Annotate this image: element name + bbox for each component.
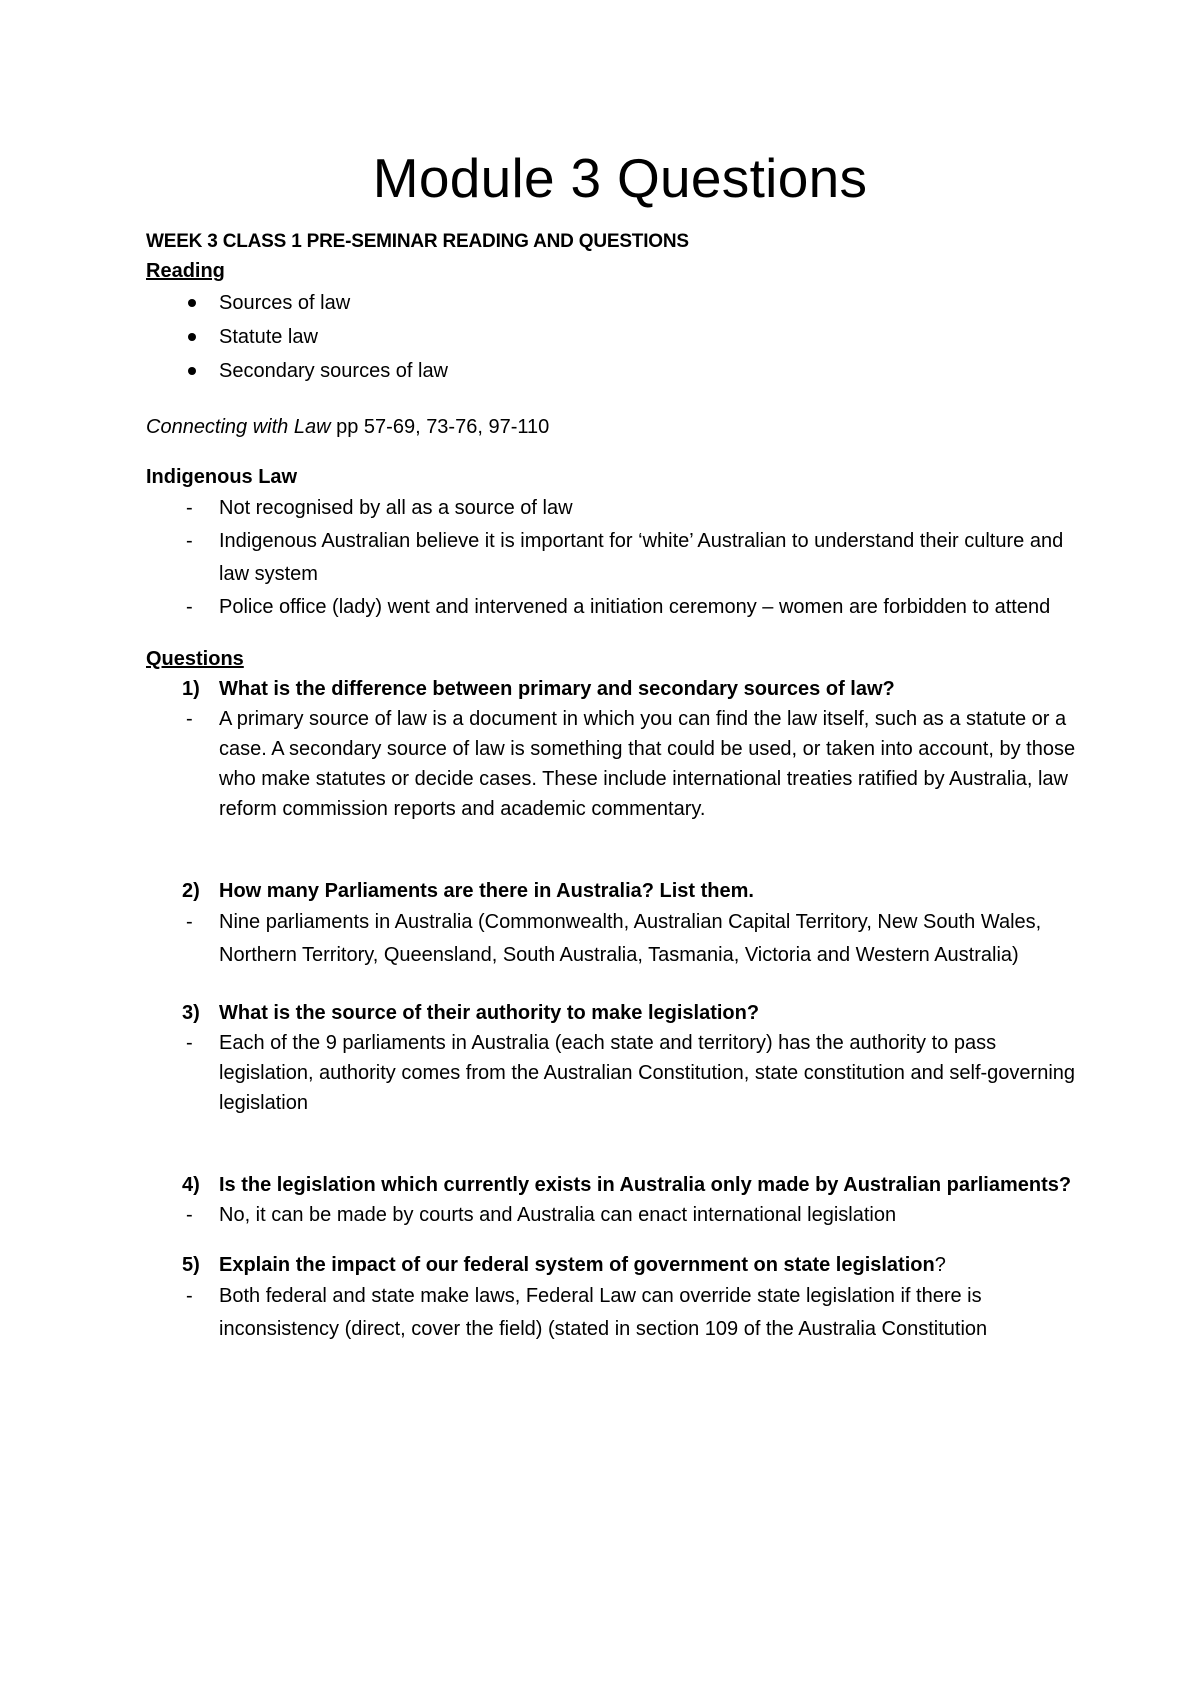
question-number: 4) [182, 1174, 200, 1196]
question-text: Explain the impact of our federal system of government on state legislation [219, 1254, 935, 1276]
week-heading: WEEK 3 CLASS 1 PRE-SEMINAR READING AND QUESTIONS [146, 231, 689, 252]
reading-item: Statute law [146, 320, 1080, 354]
reading-heading: Reading [146, 260, 225, 282]
answer-text: Each of the 9 parliaments in Australia (each state and territory) has the authority to pass legislation, authority comes from the Australian Constitution, state constitution and self-governing legislation [219, 1032, 1076, 1114]
question-5 [146, 1250, 1080, 1280]
dash-marker: - [186, 708, 193, 730]
indigenous-law-heading: Indigenous Law [146, 466, 298, 488]
reading-item: Sources of law [146, 286, 1080, 320]
answer-5 [146, 1280, 1080, 1346]
question-text: What is the source of their authority to make legislation? [219, 1002, 760, 1024]
answer-text: A primary source of law is a document in which you can find the law itself, such as a statute or a case. A secondary source of law is something that could be used, or taken into account, by those who make statutes or decide cases. These include international treaties ratified by Australia, law reform commission reports and academic commentary. [219, 708, 1076, 820]
answer-text: Both federal and state make laws, Federal Law can override state legislation if there is inconsistency (direct, cover the field) (stated in section 109 of the Australia Constitution [219, 1285, 988, 1340]
dash-marker: - [186, 1032, 193, 1054]
question-2 [146, 876, 1080, 906]
answer-3 [146, 1028, 1080, 1118]
bullet-icon [188, 367, 196, 375]
reference-book-title: Connecting with Law [146, 416, 331, 438]
dash-marker: - [186, 497, 193, 519]
question-suffix: ? [934, 1254, 946, 1276]
dash-marker: - [186, 1204, 193, 1226]
question-number: 3) [182, 1002, 200, 1024]
question-number: 2) [182, 880, 200, 902]
answer-text: Nine parliaments in Australia (Commonwealth, Australian Capital Territory, New South Wales, Northern Territory, Queensland, South Australia, Tasmania, Victoria and Western Australia) [219, 911, 1042, 966]
question-number: 1) [182, 678, 200, 700]
reading-list [146, 286, 1080, 388]
question-text: What is the difference between primary and secondary sources of law? [219, 678, 895, 700]
answer-1 [146, 704, 1080, 824]
question-3 [146, 998, 1080, 1028]
bullet-icon [188, 333, 196, 341]
reference-pages: pp 57-69, 73-76, 97-110 [330, 416, 550, 438]
answer-4 [146, 1200, 1080, 1230]
list-item: - Police office (lady) went and intervened a initiation ceremony – women are forbidden to attend [146, 591, 1080, 624]
answer-2 [146, 906, 1080, 972]
indigenous-law-list [146, 492, 1080, 624]
questions-heading: Questions [146, 648, 244, 670]
question-1 [146, 674, 1080, 704]
list-item: - Indigenous Australian believe it is important for ‘white’ Australian to understand their culture and law system [146, 525, 1080, 591]
dash-marker: - [186, 1285, 193, 1307]
question-text: Is the legislation which currently exists in Australia only made by Australian parliaments? [219, 1174, 1072, 1196]
question-4 [146, 1170, 1080, 1200]
dash-marker: - [186, 911, 193, 933]
page-title: Module 3 Questions [372, 147, 868, 209]
reading-reference [146, 412, 1080, 442]
dash-marker: - [186, 530, 193, 552]
question-number: 5) [182, 1254, 200, 1276]
dash-marker: - [186, 596, 193, 618]
bullet-icon [188, 299, 196, 307]
reading-item: Secondary sources of law [146, 354, 1080, 388]
question-text: How many Parliaments are there in Australia? List them. [219, 880, 754, 902]
list-item: - Not recognised by all as a source of law [146, 492, 1080, 525]
answer-text: No, it can be made by courts and Australia can enact international legislation [219, 1204, 897, 1226]
